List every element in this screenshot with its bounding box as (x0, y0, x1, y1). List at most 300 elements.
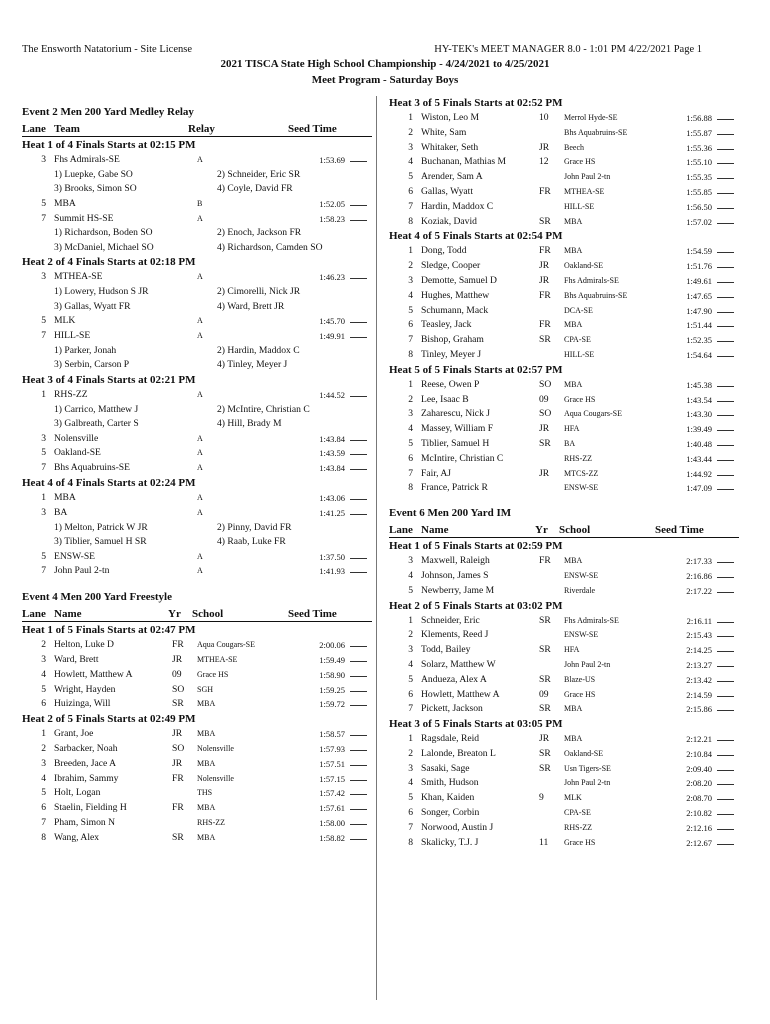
finals-time-blank (717, 762, 734, 771)
seed-time: 1:58.57 (319, 729, 345, 740)
event-4-freestyle-part2 (389, 96, 739, 496)
spacer (22, 96, 372, 104)
swimmer-school: John Paul 2-tn (564, 172, 611, 182)
finals-time-blank (350, 742, 367, 751)
swimmer-entry-row (389, 274, 739, 289)
heat-header: Heat 3 of 5 Finals Starts at 02:52 PM (389, 97, 563, 109)
lane-number: 3 (41, 271, 46, 283)
seed-time: 1:58.82 (319, 832, 345, 843)
lane-number: 4 (408, 289, 413, 301)
swimmer-year: 09 (172, 668, 182, 680)
lane-number: 6 (408, 185, 413, 197)
swimmer-year: SR (172, 698, 184, 710)
swimmer-school: Merrol Hyde-SE (564, 113, 618, 122)
seed-time: 1:45.70 (319, 316, 345, 327)
swimmer-name: Bishop, Graham (421, 334, 484, 346)
swimmer-entry-row (22, 801, 372, 816)
team-name: MLK (54, 315, 76, 327)
relay-member: 3) Tiblier, Samuel H SR (54, 536, 147, 548)
swimmer-school: RHS-ZZ (564, 822, 592, 832)
team-name: RHS-ZZ (54, 388, 88, 400)
swimmer-name: Grant, Joe (54, 728, 94, 740)
lane-number: 6 (408, 452, 413, 464)
finals-time-blank (717, 836, 734, 845)
relay-entry-row (22, 314, 372, 329)
swimmer-year: JR (172, 653, 183, 665)
lane-number: 4 (41, 668, 46, 680)
swimmer-school: MBA (197, 699, 216, 709)
seed-time: 1:49.61 (686, 275, 712, 286)
swimmer-school: HILL-SE (564, 201, 595, 211)
seed-time: 1:46.23 (319, 272, 345, 283)
seed-time: 1:54.64 (686, 349, 712, 360)
lane-number: 7 (41, 212, 46, 224)
lane-number: 5 (408, 171, 413, 183)
swimmer-school: MBA (564, 246, 583, 256)
relay-entry-row (22, 446, 372, 461)
seed-time: 1:58.23 (319, 213, 345, 224)
swimmer-school: ENSW-SE (564, 483, 599, 493)
swimmer-year: SR (539, 703, 551, 715)
relay-member: 4) Hill, Brady M (217, 418, 282, 430)
lane-number: 3 (408, 408, 413, 420)
heat-header: Heat 1 of 5 Finals Starts at 02:59 PM (389, 540, 563, 553)
swimmer-school: MBA (564, 216, 583, 226)
lane-number: 7 (408, 467, 413, 479)
seed-time: 2:17.22 (686, 585, 712, 596)
swimmer-name: Ragsdale, Reid (421, 733, 480, 745)
swimmer-name: Newberry, Jame M (421, 584, 495, 596)
lane-number: 2 (408, 260, 413, 272)
swimmer-year: FR (539, 185, 551, 197)
relay-entry-row (22, 212, 372, 227)
finals-time-blank (717, 452, 734, 461)
swimmer-name: Songer, Corbin (421, 807, 480, 819)
swimmer-school: Bhs Aquabruins-SE (564, 290, 628, 300)
seed-time: 1:45.38 (686, 379, 712, 390)
seed-time: 2:15.43 (686, 630, 712, 641)
seed-time: 2:10.84 (686, 748, 712, 759)
event-title: Event 4 Men 200 Yard Freestyle (22, 591, 172, 604)
swimmer-name: Wiston, Leo M (421, 112, 479, 123)
heat-header: Heat 2 of 5 Finals Starts at 03:02 PM (389, 599, 563, 612)
swimmer-name: Ibrahim, Sammy (54, 772, 119, 784)
swimmer-school: ENSW-SE (564, 630, 599, 640)
lane-number: 2 (41, 742, 46, 754)
event-title: Event 2 Men 200 Yard Medley Relay (22, 106, 194, 118)
finals-time-blank (350, 153, 367, 162)
column-header-row (22, 121, 372, 137)
swimmer-name: Massey, William F (421, 423, 494, 435)
finals-time-blank (350, 388, 367, 397)
relay-members-row (22, 285, 372, 300)
finals-time-blank (717, 821, 734, 830)
relay-letter: A (197, 213, 203, 223)
seed-time: 2:09.40 (686, 763, 712, 774)
finals-time-blank (717, 244, 734, 253)
swimmer-name: Buchanan, Mathias M (421, 156, 506, 168)
seed-time: 1:37.50 (319, 551, 345, 562)
finals-time-blank (717, 215, 734, 224)
swimmer-school: HFA (564, 645, 580, 655)
event-2-medley-relay (22, 104, 372, 579)
lane-number: 1 (408, 378, 413, 390)
seed-time: 1:47.65 (686, 290, 712, 301)
swimmer-name: Solarz, Matthew W (421, 658, 496, 670)
swimmer-name: Wang, Alex (54, 831, 100, 843)
swimmer-entry-row (389, 155, 739, 170)
team-name: John Paul 2-tn (54, 565, 110, 577)
relay-entry-row (22, 432, 372, 447)
seed-time: 1:55.85 (686, 186, 712, 197)
seed-time: 1:57.02 (686, 216, 712, 227)
swimmer-entry-row (389, 806, 739, 821)
column-header-row (22, 606, 372, 622)
column-header-lane: Lane (389, 524, 413, 537)
swimmer-year: 10 (539, 112, 549, 123)
swimmer-name: Helton, Luke D (54, 639, 114, 651)
heat-header: Heat 2 of 5 Finals Starts at 02:49 PM (22, 713, 196, 726)
swimmer-entry-row (389, 170, 739, 185)
finals-time-blank (350, 772, 367, 781)
relay-letter: A (197, 463, 203, 473)
lane-number: 7 (41, 816, 46, 828)
team-name: Bhs Aquabruins-SE (54, 462, 130, 474)
finals-time-blank (717, 155, 734, 164)
seed-time: 1:57.42 (319, 788, 345, 799)
seed-time: 2:15.86 (686, 704, 712, 715)
column-header-school: School (192, 608, 224, 621)
swimmer-entry-row (389, 732, 739, 747)
swimmer-entry-row (22, 668, 372, 683)
swimmer-name: Schumann, Mack (421, 304, 489, 316)
finals-time-blank (717, 658, 734, 667)
lane-number: 6 (41, 698, 46, 710)
swimmer-entry-row (389, 437, 739, 452)
swimmer-school: MBA (564, 379, 583, 389)
swimmer-school: SGH (197, 684, 214, 694)
swimmer-school: MBA (564, 556, 583, 566)
relay-letter: A (197, 507, 203, 517)
swimmer-name: Schneider, Eric (421, 614, 480, 626)
finals-time-blank (717, 274, 734, 283)
finals-time-blank (717, 776, 734, 785)
swimmer-entry-row (389, 348, 739, 363)
team-name: Nolensville (54, 432, 99, 444)
swimmer-school: MBA (564, 704, 583, 714)
seed-time: 2:12.21 (686, 734, 712, 745)
finals-time-blank (350, 816, 367, 825)
finals-time-blank (350, 506, 367, 515)
swimmer-school: Fhs Admirals-SE (564, 615, 619, 625)
seed-time: 1:44.92 (686, 468, 712, 479)
finals-time-blank (717, 393, 734, 402)
swimmer-entry-row (389, 554, 739, 569)
swimmer-entry-row (389, 688, 739, 703)
swimmer-school: RHS-ZZ (564, 453, 592, 463)
swimmer-entry-row (389, 318, 739, 333)
swimmer-name: Zaharescu, Nick J (421, 408, 490, 420)
swimmer-school: CPA-SE (564, 808, 591, 818)
lane-number: 3 (41, 432, 46, 444)
lane-number: 4 (408, 777, 413, 789)
relay-member: 3) Galbreath, Carter S (54, 418, 139, 430)
event-title: Event 6 Men 200 Yard IM (389, 507, 512, 520)
swimmer-entry-row (389, 407, 739, 422)
heat-header: Heat 5 of 5 Finals Starts at 02:57 PM (389, 363, 563, 376)
swimmer-name: Hughes, Matthew (421, 289, 490, 301)
relay-entry-row (22, 270, 372, 285)
relay-member: 1) Carrico, Matthew J (54, 403, 139, 415)
seed-time: 1:51.76 (686, 261, 712, 272)
swimmer-name: White, Sam (421, 126, 467, 138)
swimmer-year: SR (539, 747, 551, 759)
lane-number: 6 (408, 807, 413, 819)
swimmer-year: 09 (539, 688, 549, 700)
swimmer-year: SR (539, 614, 551, 626)
swimmer-entry-row (389, 762, 739, 777)
lane-number: 3 (408, 762, 413, 774)
swimmer-year: SO (172, 683, 185, 695)
swimmer-school: Oakland-SE (564, 748, 604, 758)
lane-number: 6 (408, 319, 413, 331)
relay-letter: A (197, 155, 203, 164)
team-name: MTHEA-SE (54, 271, 103, 283)
swimmer-year: JR (539, 141, 550, 153)
lane-number: 1 (408, 245, 413, 257)
swimmer-entry-row (22, 772, 372, 787)
seed-time: 2:08.70 (686, 793, 712, 804)
seed-time: 1:54.59 (686, 246, 712, 257)
column-header-school: School (559, 524, 591, 537)
finals-time-blank (350, 564, 367, 573)
team-name: Summit HS-SE (54, 212, 114, 224)
swimmer-name: Howlett, Matthew A (421, 688, 500, 700)
finals-time-blank (350, 727, 367, 736)
finals-time-blank (350, 757, 367, 766)
finals-time-blank (717, 673, 734, 682)
team-name: Fhs Admirals-SE (54, 154, 120, 165)
lane-number: 8 (41, 831, 46, 843)
seed-time: 1:55.87 (686, 127, 712, 138)
swimmer-entry-row (22, 742, 372, 757)
lane-number: 8 (408, 215, 413, 227)
finals-time-blank (717, 614, 734, 623)
swimmer-year: FR (539, 319, 551, 331)
swimmer-year: 9 (539, 792, 544, 804)
swimmer-entry-row (389, 126, 739, 141)
heat-header: Heat 1 of 5 Finals Starts at 02:47 PM (22, 624, 196, 637)
seed-time: 1:58.90 (319, 669, 345, 680)
team-name: Oakland-SE (54, 447, 101, 459)
swimmer-school: BA (564, 438, 576, 448)
lane-number: 3 (408, 555, 413, 567)
seed-time: 1:47.09 (686, 483, 712, 494)
column-header-name: Name (54, 608, 82, 621)
relay-letter: A (197, 492, 203, 502)
swimmer-school: Riverdale (564, 585, 596, 595)
lane-number: 5 (408, 792, 413, 804)
swimmer-name: Todd, Bailey (421, 644, 471, 656)
finals-time-blank (350, 314, 367, 323)
team-name: HILL-SE (54, 329, 91, 341)
swimmer-year: FR (172, 802, 184, 814)
relay-entry-row (22, 461, 372, 476)
swimmer-name: Arender, Sam A (421, 171, 483, 183)
finals-time-blank (350, 550, 367, 559)
swimmer-year: 09 (539, 393, 549, 405)
seed-time: 2:16.86 (686, 570, 712, 581)
finals-time-blank (717, 259, 734, 268)
swimmer-name: Khan, Kaiden (421, 792, 475, 804)
relay-member: 1) Melton, Patrick W JR (54, 521, 148, 533)
lane-number: 7 (408, 334, 413, 346)
seed-time: 2:14.25 (686, 645, 712, 656)
finals-time-blank (717, 333, 734, 342)
swimmer-school: MBA (197, 729, 216, 739)
seed-time: 1:43.54 (686, 394, 712, 405)
swimmer-year: FR (172, 772, 184, 784)
header-site-license: The Ensworth Natatorium - Site License (22, 44, 192, 55)
finals-time-blank (717, 437, 734, 446)
relay-members-row (22, 403, 372, 418)
swimmer-school: MBA (564, 320, 583, 330)
lane-number: 7 (41, 462, 46, 474)
heat-header: Heat 1 of 4 Finals Starts at 02:15 PM (22, 139, 196, 151)
seed-time: 1:51.44 (686, 320, 712, 331)
lane-number: 8 (408, 348, 413, 360)
swimmer-year: 11 (539, 836, 549, 848)
relay-member: 2) Hardin, Maddox C (217, 344, 300, 356)
relay-entry-row (22, 550, 372, 565)
swimmer-name: Johnson, James S (421, 569, 489, 581)
lane-number: 5 (41, 447, 46, 459)
relay-member: 2) McIntire, Christian C (217, 403, 310, 415)
finals-time-blank (350, 432, 367, 441)
lane-number: 4 (408, 658, 413, 670)
finals-time-blank (717, 141, 734, 150)
relay-entry-row (22, 197, 372, 212)
seed-time: 2:00.06 (319, 640, 345, 651)
seed-time: 1:52.35 (686, 335, 712, 346)
finals-time-blank (717, 348, 734, 357)
lane-number: 3 (41, 653, 46, 665)
swimmer-entry-row (22, 697, 372, 712)
swimmer-school: Aqua Cougars-SE (564, 409, 622, 419)
swimmer-name: Tiblier, Samuel H (421, 437, 490, 449)
seed-time: 1:43.06 (319, 492, 345, 503)
swimmer-name: Sarbacker, Noah (54, 742, 118, 754)
swimmer-name: Hardin, Maddox C (421, 200, 494, 212)
seed-time: 1:53.69 (319, 155, 345, 165)
swimmer-school: MTCS-ZZ (564, 468, 599, 478)
relay-entry-row (22, 388, 372, 403)
swimmer-year: JR (539, 733, 550, 745)
swimmer-name: Lalonde, Breaton L (421, 747, 496, 759)
spacer (389, 496, 739, 505)
column-header-seed: Seed Time (655, 524, 704, 537)
relay-member: 1) Richardson, Boden SO (54, 227, 153, 239)
swimmer-school: MBA (197, 758, 216, 768)
column-header-lane: Lane (22, 608, 46, 621)
swimmer-year: SO (539, 378, 552, 390)
swimmer-name: Klements, Reed J (421, 629, 489, 641)
relay-member: 3) Brooks, Simon SO (54, 183, 137, 195)
seed-time: 1:43.30 (686, 409, 712, 420)
swimmer-year: JR (539, 467, 550, 479)
finals-time-blank (350, 786, 367, 795)
lane-number: 7 (408, 703, 413, 715)
seed-time: 1:44.52 (319, 389, 345, 400)
swimmer-school: CPA-SE (564, 335, 591, 345)
relay-entry-row (22, 329, 372, 344)
column-header-relay: Relay (188, 123, 215, 135)
seed-time: 1:55.10 (686, 157, 712, 168)
column-header-yr: Yr (168, 608, 181, 621)
seed-time: 1:58.00 (319, 817, 345, 828)
swimmer-name: Gallas, Wyatt (421, 185, 473, 197)
swimmer-entry-row (22, 757, 372, 772)
lane-number: 4 (408, 569, 413, 581)
finals-time-blank (717, 304, 734, 313)
swimmer-school: THS (197, 788, 213, 798)
swimmer-entry-row (389, 244, 739, 259)
lane-number: 5 (408, 673, 413, 685)
relay-letter: A (197, 551, 203, 561)
seed-time: 1:57.61 (319, 803, 345, 814)
seed-time: 1:47.90 (686, 305, 712, 316)
swimmer-name: Andueza, Alex A (421, 673, 487, 685)
seed-time: 2:12.67 (686, 837, 712, 848)
swimmer-school: ENSW-SE (564, 570, 599, 580)
swimmer-entry-row (389, 141, 739, 156)
swimmer-name: Norwood, Austin J (421, 821, 494, 833)
swimmer-school: John Paul 2-tn (564, 659, 611, 669)
swimmer-name: Holt, Logan (54, 787, 101, 799)
swimmer-year: SR (539, 334, 551, 346)
seed-time: 2:13.27 (686, 659, 712, 670)
swimmer-name: Maxwell, Raleigh (421, 555, 490, 567)
swimmer-year: FR (539, 555, 551, 567)
relay-member: 4) Ward, Brett JR (217, 300, 285, 312)
seed-time: 1:56.88 (686, 113, 712, 123)
swimmer-entry-row (389, 614, 739, 629)
swimmer-year: FR (172, 639, 184, 651)
seed-time: 1:52.05 (319, 198, 345, 209)
swimmer-entry-row (389, 289, 739, 304)
column-header-name: Name (421, 524, 449, 537)
finals-time-blank (350, 270, 367, 279)
swimmer-entry-row (389, 776, 739, 791)
seed-time: 1:43.59 (319, 448, 345, 459)
seed-time: 1:40.48 (686, 438, 712, 449)
swimmer-school: MBA (197, 832, 216, 842)
lane-number: 1 (41, 491, 46, 503)
lane-number: 8 (408, 836, 413, 848)
seed-time: 2:16.11 (686, 615, 712, 626)
swimmer-school: DCA-SE (564, 305, 593, 315)
lane-number: 5 (408, 437, 413, 449)
seed-time: 1:39.49 (686, 424, 712, 435)
finals-time-blank (717, 747, 734, 756)
column-header-row (389, 522, 739, 538)
swimmer-entry-row (389, 791, 739, 806)
seed-time: 1:57.51 (319, 758, 345, 769)
swimmer-school: John Paul 2-tn (564, 778, 611, 788)
finals-time-blank (717, 732, 734, 741)
relay-letter: A (197, 272, 203, 282)
lane-number: 5 (408, 584, 413, 596)
